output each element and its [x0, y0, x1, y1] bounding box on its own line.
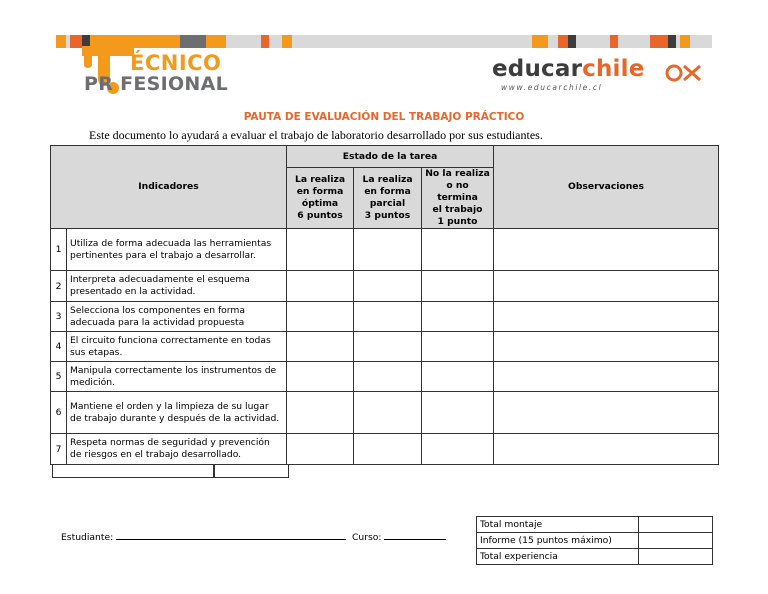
score-cell[interactable]: [354, 362, 422, 392]
header-indicadores: Indicadores: [51, 146, 287, 229]
student-course-line: [61, 530, 446, 543]
score-cell[interactable]: [422, 434, 494, 465]
student-input-line[interactable]: [116, 530, 346, 540]
logo-line1: ÉCNICO: [130, 51, 222, 75]
student-label: Estudiante:: [61, 532, 114, 543]
score-row: [477, 533, 713, 549]
score-cell[interactable]: [354, 302, 422, 332]
row-indicator: Manipula correctamente los instrumentos de medición.: [67, 362, 287, 392]
tecnico-profesional-logo: [80, 42, 260, 98]
header-estado: Estado de la tarea: [287, 146, 494, 168]
observation-cell[interactable]: [494, 392, 719, 434]
score-cell[interactable]: [287, 392, 354, 434]
observation-cell[interactable]: [494, 332, 719, 362]
score-cell[interactable]: [287, 302, 354, 332]
logo-educar: educar: [492, 56, 583, 82]
score-cell[interactable]: [422, 229, 494, 271]
document-intro: Este documento lo ayudará a evaluar el trabajo de laboratorio desarrollado por sus estudiantes.: [89, 128, 543, 142]
row-number: 1: [51, 229, 67, 271]
logo-chile: chile: [582, 56, 645, 82]
score-cell[interactable]: [354, 229, 422, 271]
score-label: Total montaje: [477, 517, 639, 533]
observation-cell[interactable]: [494, 362, 719, 392]
educarchile-mark-icon: [664, 62, 704, 84]
row-indicator: Selecciona los componentes en forma adecuada para la actividad propuesta: [67, 302, 287, 332]
row-indicator: Respeta normas de seguridad y prevención de riesgos en el trabajo desarrollado.: [67, 434, 287, 465]
score-cell[interactable]: [422, 302, 494, 332]
logo-url: www.educarchile.cl: [501, 83, 603, 92]
score-row: [477, 549, 713, 565]
table-row: [51, 362, 719, 392]
score-cell[interactable]: [287, 332, 354, 362]
table-row: [51, 332, 719, 362]
row-number: 5: [51, 362, 67, 392]
score-cell[interactable]: [287, 271, 354, 302]
row-number: 7: [51, 434, 67, 465]
row-indicator: Mantiene el orden y la limpieza de su lugar de trabajo durante y después de la actividad.: [67, 392, 287, 434]
table-header-row: [51, 146, 719, 168]
score-cell[interactable]: [354, 271, 422, 302]
score-value-cell[interactable]: [639, 517, 713, 533]
score-cell[interactable]: [287, 434, 354, 465]
row-number: 6: [51, 392, 67, 434]
extra-cell: [213, 464, 289, 478]
table-extra-cells: [52, 464, 288, 478]
table-row: [51, 302, 719, 332]
score-cell[interactable]: [354, 392, 422, 434]
row-number: 2: [51, 271, 67, 302]
extra-cell: [52, 464, 215, 478]
header-status-no-realiza: No la realiza o no termina el trabajo 1 punto: [422, 168, 494, 229]
row-indicator: Utiliza de forma adecuada las herramientas pertinentes para el trabajo a desarrollar.: [67, 229, 287, 271]
score-cell[interactable]: [422, 392, 494, 434]
row-number: 4: [51, 332, 67, 362]
table-row: [51, 392, 719, 434]
evaluation-table: [50, 145, 719, 465]
score-value-cell[interactable]: [639, 533, 713, 549]
educarchile-logo: [492, 56, 712, 96]
score-cell[interactable]: [354, 332, 422, 362]
table-row: [51, 271, 719, 302]
score-cell[interactable]: [354, 434, 422, 465]
table-row: [51, 229, 719, 271]
score-cell[interactable]: [422, 332, 494, 362]
row-number: 3: [51, 302, 67, 332]
document-title: PAUTA DE EVALUACIÓN DEL TRABAJO PRÁCTICO: [243, 111, 525, 123]
table-row: [51, 434, 719, 465]
row-indicator: El circuito funciona correctamente en todas sus etapas.: [67, 332, 287, 362]
observation-cell[interactable]: [494, 229, 719, 271]
score-cell[interactable]: [422, 271, 494, 302]
score-cell[interactable]: [287, 229, 354, 271]
score-value-cell[interactable]: [639, 549, 713, 565]
score-cell[interactable]: [422, 362, 494, 392]
header-status-parcial: La realiza en forma parcial 3 puntos: [354, 168, 422, 229]
row-indicator: Interpreta adecuadamente el esquema presentado en la actividad.: [67, 271, 287, 302]
score-row: [477, 517, 713, 533]
score-label: Informe (15 puntos máximo): [477, 533, 639, 549]
course-label: Curso:: [351, 532, 382, 543]
score-cell[interactable]: [287, 362, 354, 392]
score-summary-table: [476, 516, 713, 565]
header-status-optima: La realiza en forma óptima 6 puntos: [287, 168, 354, 229]
score-label: Total experiencia: [477, 549, 639, 565]
observation-cell[interactable]: [494, 271, 719, 302]
logo-line2: PR FESIONAL: [84, 73, 229, 95]
observation-cell[interactable]: [494, 302, 719, 332]
header-observaciones: Observaciones: [494, 146, 719, 229]
course-input-line[interactable]: [384, 530, 446, 540]
observation-cell[interactable]: [494, 434, 719, 465]
